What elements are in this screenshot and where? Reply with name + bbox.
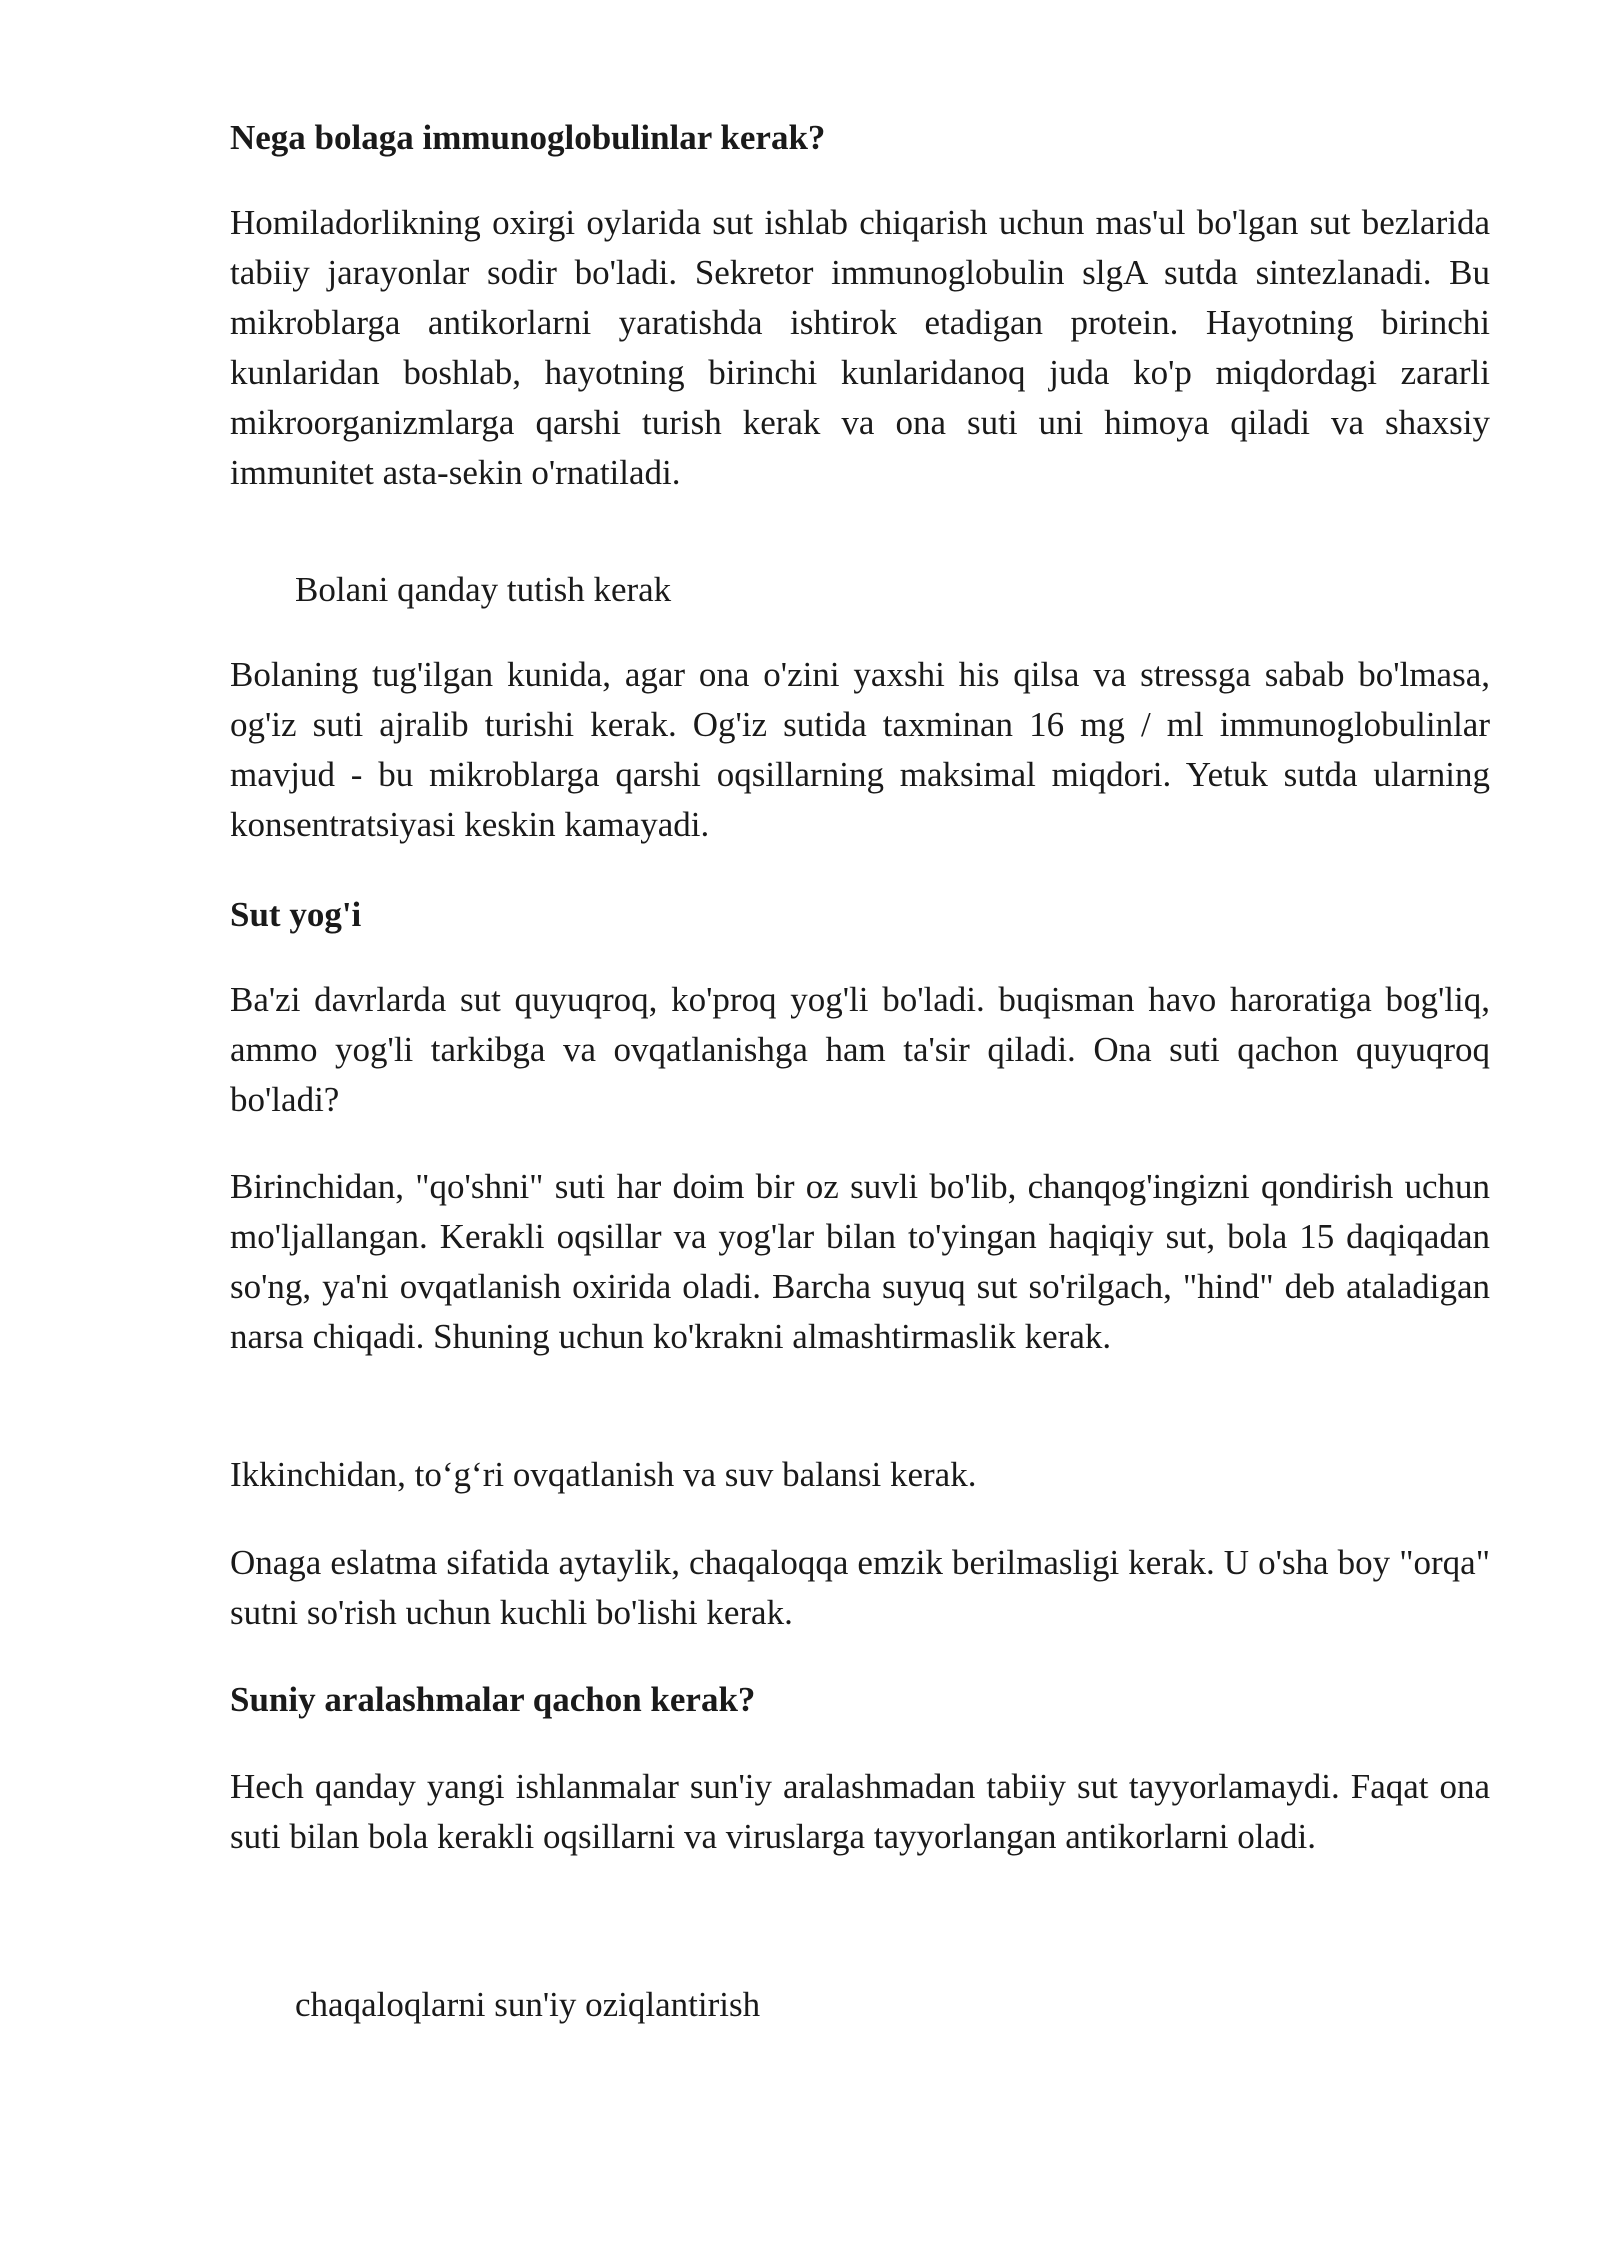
paragraph-colostrum: Bolaning tug'ilgan kunida, agar ona o'zini yaxshi his qilsa va stressga sabab bo'lmasa, og'iz suti ajralib turishi kerak. Og'iz sutida taxminan 16 mg / ml immunoglobulinlar mavjud - bu mikroblarga qarshi oqsillarning maksimal miqdori. Yetuk sutda ularning konsentratsiyasi keskin kamayadi. xyxy=(230,655,1490,844)
paragraph-secondly: Ikkinchidan, to‘g‘ri ovqatlanish va suv balansi kerak. xyxy=(230,1455,977,1494)
heading-milk-fat: Sut yog'i xyxy=(230,895,362,934)
paragraph-firstly: Birinchidan, "qo'shni" suti har doim bir oz suvli bo'lib, chanqog'ingizni qondirish uchun mo'ljallangan. Kerakli oqsillar va yog'lar bilan to'yingan haqiqiy sut, bola 15 daqiqadan so'ng, ya'ni ovqatlanish oxirida oladi. Barcha suyuq sut so'rilgach, "hind" deb ataladigan narsa chiqadi. Shuning uchun ko'krakni almashtirmaslik kerak. xyxy=(230,1167,1490,1356)
paragraph-artificial-formula: Hech qanday yangi ishlanmalar sun'iy aralashmadan tabiiy sut tayyorlamaydi. Faqat ona suti bilan bola kerakli oqsillarni va viruslarga tayyorlangan antikorlarni oladi. xyxy=(230,1767,1490,1856)
paragraph-milk-thickness: Ba'zi davrlarda sut quyuqroq, ko'proq yog'li bo'ladi. buqisman havo haroratiga bog'liq, ammo yog'li tarkibga va ovqatlanishga ham ta'sir qiladi. Ona suti qachon quyuqroq bo'ladi? xyxy=(230,980,1490,1119)
heading-immunoglobulins: Nega bolaga immunoglobulinlar kerak? xyxy=(230,118,826,157)
image-caption-artificial-feeding: chaqaloqlarni sun'iy oziqlantirish xyxy=(295,1985,761,2024)
heading-artificial-formula: Suniy aralashmalar qachon kerak? xyxy=(230,1680,756,1719)
paragraph-pacifier-note: Onaga eslatma sifatida aytaylik, chaqaloqqa emzik berilmasligi kerak. U o'sha boy "orqa" sutni so'rish uchun kuchli bo'lishi kerak. xyxy=(230,1543,1490,1632)
paragraph-immunoglobulins: Homiladorlikning oxirgi oylarida sut ishlab chiqarish uchun mas'ul bo'lgan sut bezlarida tabiiy jarayonlar sodir bo'ladi. Sekretor immunoglobulin slgA sutda sintezlanadi. Bu mikroblarga antikorlarni yaratishda ishtirok etadigan protein. Hayotning birinchi kunlaridan boshlab, hayotning birinchi kunlaridanoq juda ko'p miqdordagi zararli mikroorganizmlarga qarshi turish kerak va ona suti uni himoya qiladi va shaxsiy immunitet asta-sekin o'rnatiladi. xyxy=(230,203,1490,492)
image-caption-holding-baby: Bolani qanday tutish kerak xyxy=(295,570,672,609)
